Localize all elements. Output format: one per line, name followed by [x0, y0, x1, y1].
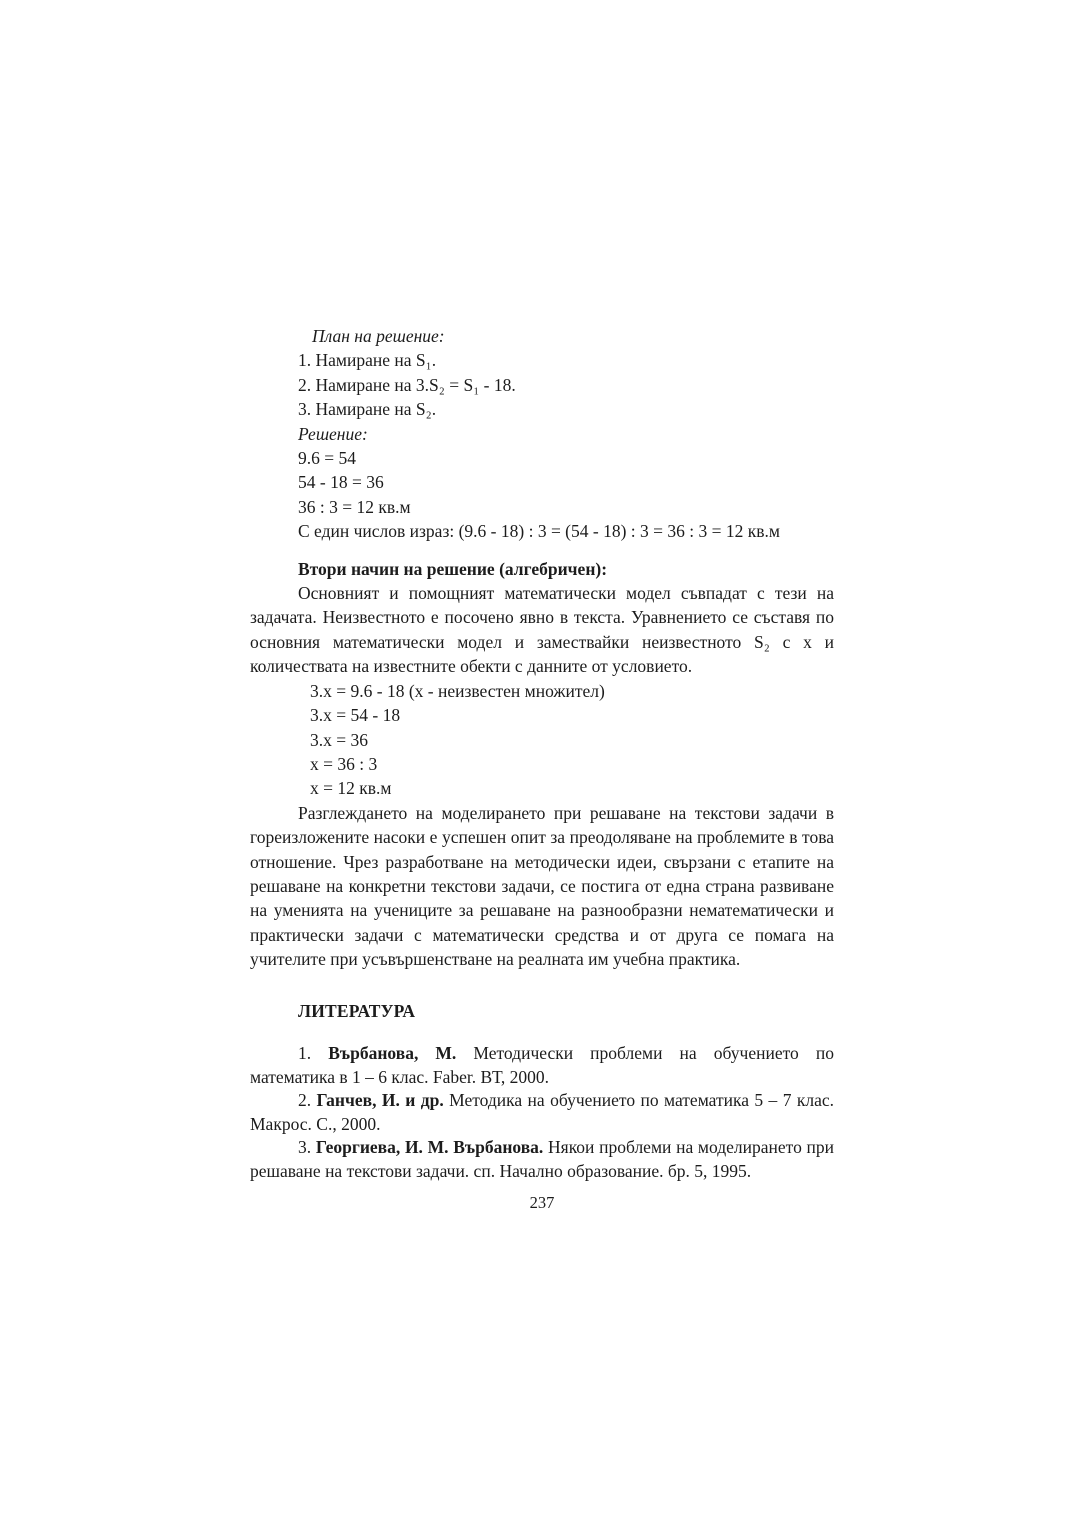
solution-expression-line: С един числов израз: (9.6 - 18) : 3 = (54 - 18) : 3 = 36 : 3 = 12 кв.м — [298, 521, 780, 542]
bibliography-heading: ЛИТЕРАТУРА — [298, 1000, 416, 1021]
solution-line-1: 9.6 = 54 — [298, 448, 356, 469]
equation-line-1: 3.x = 9.6 - 18 (x - неизвестен множител) — [310, 680, 605, 701]
ref-authors: Георгиева, И. М. Върбанова. — [315, 1137, 544, 1158]
solution-line-3: 36 : 3 = 12 кв.м — [298, 496, 411, 517]
second-method-paragraph: Основният и помощният математически модел съвпадат с тези на задачата. Неизвестното е посочено явно в текста. Уравнението се съставя по основния математически модел и замествайки неизвестното S₂ с x и количествата на известните обекти с данните от условието. — [250, 583, 834, 677]
equation-line-4: x = 36 : 3 — [310, 753, 378, 774]
equation-line-2: 3.x = 54 - 18 — [310, 705, 401, 726]
ref-authors: Върбанова, М. — [328, 1042, 457, 1063]
plan-step-1: 1. Намиране на S₁. — [298, 350, 437, 371]
page-number: 237 — [529, 1192, 555, 1212]
second-method-heading: Втори начин на решение (алгебричен): — [298, 558, 608, 579]
bibliography-entry-2 — [250, 1089, 834, 1136]
ref-number: 1. — [298, 1042, 329, 1063]
bibliography-entry-1 — [250, 1042, 834, 1089]
ref-text: Някои проблеми на моделирането при решаване на текстови задачи. сп. Начално образование. бр. 5, 1995. — [250, 1137, 835, 1181]
solution-line-2: 54 - 18 = 36 — [298, 472, 384, 493]
bibliography-entry-3 — [250, 1136, 834, 1183]
plan-step-2: 2. Намиране на 3.S₂ = S₁ - 18. — [298, 374, 516, 395]
conclusion-paragraph: Разглеждането на моделирането при решаване на текстови задачи в гореизложените насоки е успешен опит за преодоляване на проблемите в това отношение. Чрез разработване на методически идеи, свързани с етапите на решаване на конкретни текстови задачи, се постига от една страна развиване на уменията на учениците за решаване на разнообразни нематематически и практически задачи с математически средства и от друга се помага на учителите при усъвършенстване на реалната им учебна практика. — [250, 802, 834, 970]
ref-text: Методически проблеми на обучението по математика в 1 – 6 клас. Faber. ВТ, 2000. — [250, 1042, 834, 1087]
ref-authors: Ганчев, И. и др. — [316, 1090, 444, 1111]
page-content — [250, 324, 834, 1215]
plan-step-3: 3. Намиране на S₂. — [298, 399, 437, 420]
ref-number: 3. — [298, 1137, 316, 1158]
bibliography-list — [250, 1042, 834, 1184]
plan-heading: План на решение: — [312, 326, 445, 346]
solution-heading: Решение: — [298, 423, 368, 444]
equation-line-5: x = 12 кв.м — [310, 778, 392, 799]
ref-number: 2. — [298, 1090, 317, 1111]
ref-text: Методика на обучението по математика 5 – 7 клас. Макрос. С., 2000. — [250, 1090, 835, 1134]
equation-line-3: 3.x = 36 — [310, 729, 368, 750]
